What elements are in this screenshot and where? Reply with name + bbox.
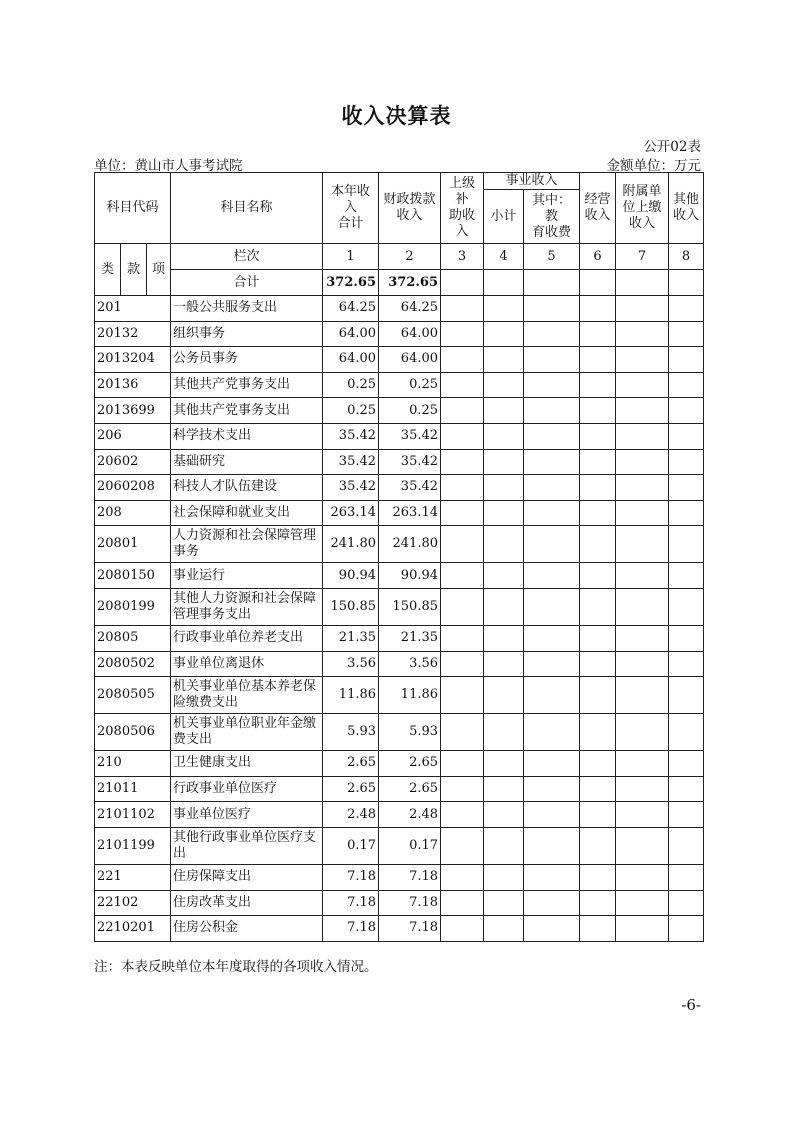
row-code: 2080502 xyxy=(95,651,171,677)
empty-cell xyxy=(669,751,704,777)
table-row xyxy=(95,802,704,828)
page-title: 收入决算表 xyxy=(341,103,452,128)
table-row xyxy=(95,296,704,322)
empty-cell xyxy=(441,776,484,802)
table-code: 公开02表 xyxy=(643,139,701,155)
empty-cell xyxy=(616,423,669,449)
row-code: 2101102 xyxy=(95,802,171,828)
row-name: 行政事业单位养老支出 xyxy=(171,625,323,651)
empty-cell xyxy=(484,776,524,802)
row-c1: 0.17 xyxy=(323,827,379,864)
header-affiliated-income: 附属单 位上缴 收入 xyxy=(616,173,669,244)
row-code: 20132 xyxy=(95,321,171,347)
table-row xyxy=(95,890,704,916)
header-lei: 类 xyxy=(95,244,121,296)
empty-cell xyxy=(524,890,580,916)
row-code: 210 xyxy=(95,751,171,777)
table-row xyxy=(95,677,704,714)
table-row xyxy=(95,776,704,802)
row-c2: 3.56 xyxy=(379,651,441,677)
empty-cell xyxy=(484,475,524,501)
empty-cell xyxy=(580,423,616,449)
col-num: 3 xyxy=(441,244,484,270)
row-c2: 35.42 xyxy=(379,423,441,449)
row-name: 其他行政事业单位医疗支出 xyxy=(171,827,323,864)
empty-cell xyxy=(524,827,580,864)
empty-cell xyxy=(441,864,484,890)
row-c1: 2.65 xyxy=(323,751,379,777)
income-table xyxy=(94,172,704,942)
row-code: 206 xyxy=(95,423,171,449)
empty-cell xyxy=(484,714,524,751)
empty-cell xyxy=(580,588,616,625)
empty-cell xyxy=(669,677,704,714)
empty-cell xyxy=(580,449,616,475)
table-row xyxy=(95,625,704,651)
row-c2: 150.85 xyxy=(379,588,441,625)
empty-cell xyxy=(580,526,616,563)
row-name: 基础研究 xyxy=(171,449,323,475)
empty-cell xyxy=(669,398,704,424)
empty-cell xyxy=(484,802,524,828)
empty-cell xyxy=(669,864,704,890)
row-code: 2080150 xyxy=(95,563,171,589)
empty-cell xyxy=(616,296,669,322)
table-row xyxy=(95,347,704,373)
col-num: 6 xyxy=(580,244,616,270)
empty-cell xyxy=(524,563,580,589)
empty-cell xyxy=(580,296,616,322)
row-code: 2013204 xyxy=(95,347,171,373)
table-row xyxy=(95,321,704,347)
empty-cell xyxy=(580,475,616,501)
empty-cell xyxy=(484,500,524,526)
empty-cell xyxy=(524,776,580,802)
row-c2: 2.65 xyxy=(379,776,441,802)
row-name: 公务员事务 xyxy=(171,347,323,373)
header-subject-code: 科目代码 xyxy=(95,173,171,244)
empty-cell xyxy=(580,802,616,828)
empty-cell xyxy=(616,588,669,625)
row-c2: 0.17 xyxy=(379,827,441,864)
row-c1: 90.94 xyxy=(323,563,379,589)
empty-cell xyxy=(669,714,704,751)
empty-cell xyxy=(580,776,616,802)
empty-cell xyxy=(524,296,580,322)
empty-cell xyxy=(441,347,484,373)
empty-cell xyxy=(441,802,484,828)
empty-cell xyxy=(580,916,616,942)
row-c1: 150.85 xyxy=(323,588,379,625)
row-code: 201 xyxy=(95,296,171,322)
empty-cell xyxy=(616,714,669,751)
header-subject-name: 科目名称 xyxy=(171,173,323,244)
empty-cell xyxy=(441,588,484,625)
empty-cell xyxy=(484,890,524,916)
empty-cell xyxy=(441,321,484,347)
empty-cell xyxy=(616,890,669,916)
empty-cell xyxy=(441,398,484,424)
empty-cell xyxy=(669,526,704,563)
empty-cell xyxy=(441,423,484,449)
row-c1: 7.18 xyxy=(323,864,379,890)
empty-cell xyxy=(669,321,704,347)
row-code: 21011 xyxy=(95,776,171,802)
header-superior-subsidy: 上级补 助收入 xyxy=(441,173,484,244)
table-row xyxy=(95,449,704,475)
amount-unit: 金额单位：万元 xyxy=(606,158,701,174)
row-code: 20136 xyxy=(95,372,171,398)
empty-cell xyxy=(484,916,524,942)
row-c1: 3.56 xyxy=(323,651,379,677)
row-code: 2080199 xyxy=(95,588,171,625)
row-c2: 0.25 xyxy=(379,398,441,424)
empty-cell xyxy=(669,563,704,589)
header-column-index: 栏次 xyxy=(171,244,323,270)
empty-cell xyxy=(524,475,580,501)
empty-cell xyxy=(484,321,524,347)
row-c2: 7.18 xyxy=(379,864,441,890)
row-code: 208 xyxy=(95,500,171,526)
empty-cell xyxy=(441,677,484,714)
total-c2: 372.65 xyxy=(379,270,441,296)
row-name: 住房保障支出 xyxy=(171,864,323,890)
col-num: 1 xyxy=(323,244,379,270)
empty-cell xyxy=(669,475,704,501)
row-c1: 7.18 xyxy=(323,916,379,942)
header-business-income: 事业收入 xyxy=(484,173,580,190)
empty-cell xyxy=(669,802,704,828)
empty-cell xyxy=(441,651,484,677)
row-c1: 64.00 xyxy=(323,347,379,373)
row-c2: 5.93 xyxy=(379,714,441,751)
empty-cell xyxy=(524,347,580,373)
table-row xyxy=(95,651,704,677)
header-education-fee: 其中：教 育收费 xyxy=(524,190,580,244)
table-row xyxy=(95,423,704,449)
header-kuan: 款 xyxy=(121,244,147,296)
empty-cell xyxy=(580,321,616,347)
table-row xyxy=(95,827,704,864)
empty-cell xyxy=(616,651,669,677)
row-name: 科技人才队伍建设 xyxy=(171,475,323,501)
header-xiang: 项 xyxy=(147,244,171,296)
row-name: 机关事业单位职业年金缴费支出 xyxy=(171,714,323,751)
table-row xyxy=(95,714,704,751)
table-row xyxy=(95,864,704,890)
empty-cell xyxy=(524,321,580,347)
col-num: 7 xyxy=(616,244,669,270)
empty-cell xyxy=(484,296,524,322)
row-name: 事业单位医疗 xyxy=(171,802,323,828)
empty-cell xyxy=(616,802,669,828)
empty-cell xyxy=(441,751,484,777)
empty-cell xyxy=(616,347,669,373)
empty-cell xyxy=(669,372,704,398)
row-c2: 35.42 xyxy=(379,475,441,501)
table-row xyxy=(95,398,704,424)
empty-cell xyxy=(441,475,484,501)
row-name: 住房改革支出 xyxy=(171,890,323,916)
table-row xyxy=(95,372,704,398)
empty-cell xyxy=(441,916,484,942)
row-c1: 35.42 xyxy=(323,449,379,475)
empty-cell xyxy=(524,802,580,828)
empty-cell xyxy=(616,916,669,942)
empty-cell xyxy=(669,347,704,373)
row-name: 其他共产党事务支出 xyxy=(171,372,323,398)
row-c1: 5.93 xyxy=(323,714,379,751)
empty-cell xyxy=(616,677,669,714)
empty-cell xyxy=(484,398,524,424)
empty-cell xyxy=(580,751,616,777)
row-c1: 0.25 xyxy=(323,398,379,424)
empty-cell xyxy=(441,372,484,398)
row-name: 一般公共服务支出 xyxy=(171,296,323,322)
empty-cell xyxy=(616,449,669,475)
row-c1: 263.14 xyxy=(323,500,379,526)
row-code: 2060208 xyxy=(95,475,171,501)
col-num: 2 xyxy=(379,244,441,270)
table-row xyxy=(95,500,704,526)
empty-cell xyxy=(669,449,704,475)
total-c1: 372.65 xyxy=(323,270,379,296)
empty-cell xyxy=(580,827,616,864)
table-row xyxy=(95,475,704,501)
empty-cell xyxy=(669,625,704,651)
empty-cell xyxy=(484,526,524,563)
row-name: 行政事业单位医疗 xyxy=(171,776,323,802)
row-c2: 64.25 xyxy=(379,296,441,322)
empty-cell xyxy=(669,651,704,677)
row-c2: 2.48 xyxy=(379,802,441,828)
empty-cell xyxy=(616,864,669,890)
empty-cell xyxy=(484,449,524,475)
header-subtotal: 小计 xyxy=(484,190,524,244)
row-c1: 2.65 xyxy=(323,776,379,802)
empty-cell xyxy=(524,751,580,777)
row-name: 事业单位离退休 xyxy=(171,651,323,677)
empty-cell xyxy=(524,398,580,424)
row-c1: 64.25 xyxy=(323,296,379,322)
empty-cell xyxy=(524,677,580,714)
row-c2: 11.86 xyxy=(379,677,441,714)
table-row xyxy=(95,916,704,942)
row-name: 住房公积金 xyxy=(171,916,323,942)
empty-cell xyxy=(616,321,669,347)
empty-cell xyxy=(616,372,669,398)
empty-cell xyxy=(524,449,580,475)
row-c2: 64.00 xyxy=(379,321,441,347)
empty-cell xyxy=(524,423,580,449)
table-row xyxy=(95,526,704,563)
empty-cell xyxy=(484,651,524,677)
row-name: 卫生健康支出 xyxy=(171,751,323,777)
row-c1: 2.48 xyxy=(323,802,379,828)
empty-cell xyxy=(484,372,524,398)
row-name: 组织事务 xyxy=(171,321,323,347)
empty-cell xyxy=(616,398,669,424)
table-row xyxy=(95,563,704,589)
empty-cell xyxy=(580,625,616,651)
row-c2: 21.35 xyxy=(379,625,441,651)
empty-cell xyxy=(441,714,484,751)
row-code: 20602 xyxy=(95,449,171,475)
total-label: 合计 xyxy=(171,270,323,296)
empty-cell xyxy=(669,500,704,526)
row-c1: 35.42 xyxy=(323,423,379,449)
empty-cell xyxy=(580,677,616,714)
empty-cell xyxy=(524,588,580,625)
empty-cell xyxy=(616,776,669,802)
empty-cell xyxy=(580,864,616,890)
empty-cell xyxy=(441,296,484,322)
empty-cell xyxy=(524,651,580,677)
row-c2: 90.94 xyxy=(379,563,441,589)
empty-cell xyxy=(580,651,616,677)
empty-cell xyxy=(580,890,616,916)
empty-cell xyxy=(441,563,484,589)
empty-cell xyxy=(524,916,580,942)
row-name: 事业运行 xyxy=(171,563,323,589)
row-name: 科学技术支出 xyxy=(171,423,323,449)
empty-cell xyxy=(669,827,704,864)
empty-cell xyxy=(484,347,524,373)
empty-cell xyxy=(524,526,580,563)
empty-cell xyxy=(580,347,616,373)
row-code: 20801 xyxy=(95,526,171,563)
row-code: 22102 xyxy=(95,890,171,916)
page-number: -6- xyxy=(681,996,701,1014)
footnote: 注：本表反映单位本年度取得的各项收入情况。 xyxy=(94,959,378,975)
empty-cell xyxy=(616,625,669,651)
table-row xyxy=(95,588,704,625)
empty-cell xyxy=(580,372,616,398)
row-name: 社会保障和就业支出 xyxy=(171,500,323,526)
header-operating-income: 经营 收入 xyxy=(580,173,616,244)
row-code: 20805 xyxy=(95,625,171,651)
row-c1: 35.42 xyxy=(323,475,379,501)
row-code: 2101199 xyxy=(95,827,171,864)
empty-cell xyxy=(441,625,484,651)
row-c2: 263.14 xyxy=(379,500,441,526)
empty-cell xyxy=(580,714,616,751)
empty-cell xyxy=(580,500,616,526)
empty-cell xyxy=(484,625,524,651)
empty-cell xyxy=(616,475,669,501)
row-c1: 241.80 xyxy=(323,526,379,563)
total-row xyxy=(95,270,704,296)
empty-cell xyxy=(669,890,704,916)
empty-cell xyxy=(484,563,524,589)
empty-cell xyxy=(669,423,704,449)
empty-cell xyxy=(524,500,580,526)
empty-cell xyxy=(616,500,669,526)
row-name: 人力资源和社会保障管理事务 xyxy=(171,526,323,563)
row-code: 2080506 xyxy=(95,714,171,751)
empty-cell xyxy=(484,588,524,625)
row-c1: 7.18 xyxy=(323,890,379,916)
row-c1: 11.86 xyxy=(323,677,379,714)
empty-cell xyxy=(616,751,669,777)
row-c2: 64.00 xyxy=(379,347,441,373)
header-fiscal-income: 财政拨款 收入 xyxy=(379,173,441,244)
empty-cell xyxy=(441,500,484,526)
empty-cell xyxy=(524,864,580,890)
empty-cell xyxy=(524,714,580,751)
empty-cell xyxy=(580,563,616,589)
row-c1: 64.00 xyxy=(323,321,379,347)
row-c2: 241.80 xyxy=(379,526,441,563)
col-num: 5 xyxy=(524,244,580,270)
row-code: 2013699 xyxy=(95,398,171,424)
col-num: 8 xyxy=(669,244,704,270)
empty-cell xyxy=(616,827,669,864)
empty-cell xyxy=(484,423,524,449)
empty-cell xyxy=(484,751,524,777)
header-total-income: 本年收入 合计 xyxy=(323,173,379,244)
empty-cell xyxy=(441,526,484,563)
empty-cell xyxy=(524,625,580,651)
empty-cell xyxy=(441,827,484,864)
header-other-income: 其他 收入 xyxy=(669,173,704,244)
empty-cell xyxy=(616,563,669,589)
row-c1: 21.35 xyxy=(323,625,379,651)
col-num: 4 xyxy=(484,244,524,270)
empty-cell xyxy=(484,864,524,890)
empty-cell xyxy=(669,916,704,942)
empty-cell xyxy=(669,588,704,625)
empty-cell xyxy=(580,398,616,424)
empty-cell xyxy=(441,449,484,475)
empty-cell xyxy=(524,372,580,398)
empty-cell xyxy=(669,296,704,322)
row-name: 其他人力资源和社会保障管理事务支出 xyxy=(171,588,323,625)
empty-cell xyxy=(669,776,704,802)
row-c2: 7.18 xyxy=(379,916,441,942)
empty-cell xyxy=(616,526,669,563)
row-c2: 7.18 xyxy=(379,890,441,916)
row-code: 2210201 xyxy=(95,916,171,942)
unit-label: 单位：黄山市人事考试院 xyxy=(94,158,243,174)
row-c2: 2.65 xyxy=(379,751,441,777)
row-code: 221 xyxy=(95,864,171,890)
empty-cell xyxy=(484,827,524,864)
row-c2: 35.42 xyxy=(379,449,441,475)
row-c1: 0.25 xyxy=(323,372,379,398)
table-row xyxy=(95,751,704,777)
row-name: 其他共产党事务支出 xyxy=(171,398,323,424)
row-name: 机关事业单位基本养老保险缴费支出 xyxy=(171,677,323,714)
empty-cell xyxy=(441,890,484,916)
row-c2: 0.25 xyxy=(379,372,441,398)
row-code: 2080505 xyxy=(95,677,171,714)
empty-cell xyxy=(484,677,524,714)
